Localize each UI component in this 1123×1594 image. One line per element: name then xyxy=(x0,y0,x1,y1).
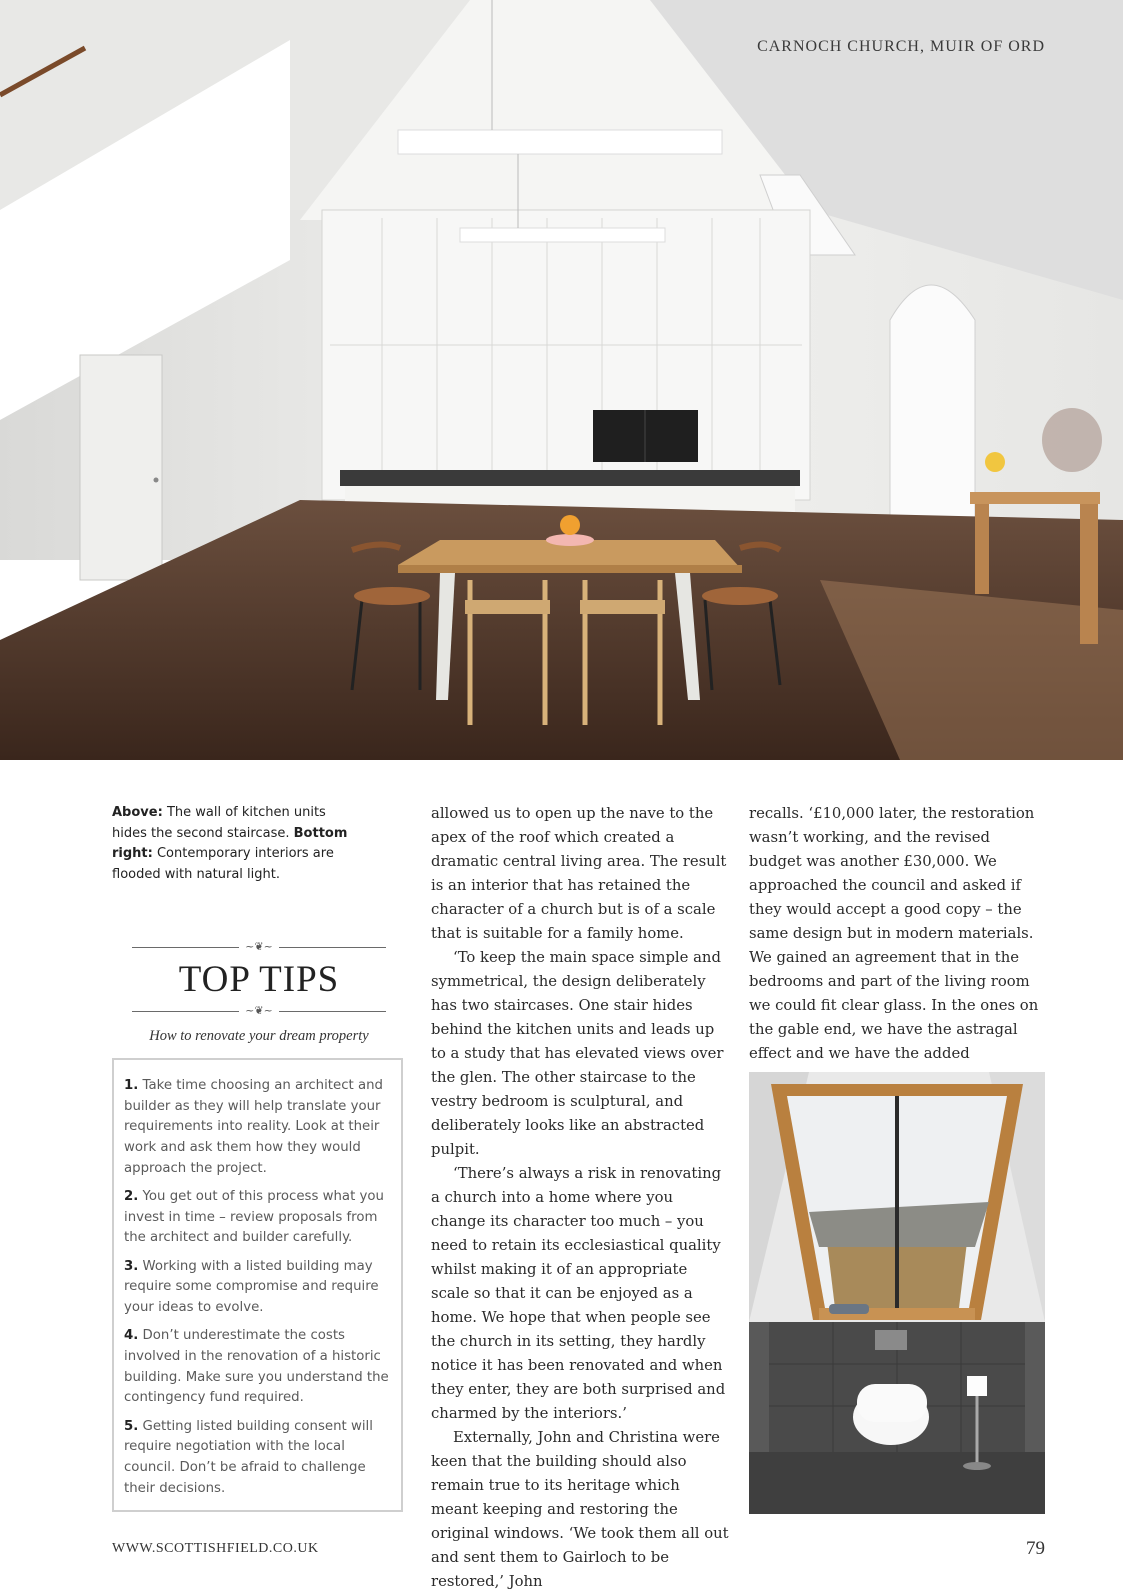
top-tips-box xyxy=(112,1058,403,1512)
caption-above-text: The wall of kitchen units hides the second staircase. xyxy=(112,805,326,841)
tip-item xyxy=(124,1326,393,1409)
article-column-middle xyxy=(431,802,729,1594)
photo-caption xyxy=(112,803,362,885)
top-tips-subtitle: How to renovate your dream property xyxy=(149,1028,369,1044)
top-tips-title: TOP TIPS xyxy=(178,959,340,1000)
article-paragraph: ‘To keep the main space simple and symmetrical, the design deliberately has two staircases. One stair hides behind the kitchen units and leads up to a study that has elevated views over the glen. The other staircase to the vestry bedroom is sculptural, and deliberately looks like an abstracted pulpit. xyxy=(431,949,724,1158)
ornament-rule-top xyxy=(132,940,386,954)
article-paragraph: Externally, John and Christina were keen that the building should also remain true to its heritage which meant keeping and restoring the original windows. ‘We took them all out and sent them to Gairloch to be restored,’ John xyxy=(431,1429,729,1590)
tip-text: Take time choosing an architect and builder as they will help translate your requirements into reality. Look at their work and ask them how they would approach the project. xyxy=(124,1078,383,1176)
tip-item xyxy=(124,1417,393,1500)
caption-above-label: Above: xyxy=(112,805,163,820)
top-tips-heading xyxy=(132,940,386,1045)
page-number: 79 xyxy=(1026,1538,1045,1559)
tip-number: 4. xyxy=(124,1328,139,1344)
article-paragraph: recalls. ‘£10,000 later, the restoration wasn’t working, and the revised budget was another £30,000. We approached the council and asked if they would accept a good copy – the same design but in modern materials. We gained an agreement that in the bedrooms and part of the living room we could fit clear glass. In the ones on the gable end, we have the astragal effect and we have the added xyxy=(749,805,1039,1062)
article-paragraph: allowed us to open up the nave to the apex of the roof which created a dramatic central living area. The result is an interior that has retained the character of a church but is of a scale that is suitable for a family home. xyxy=(431,805,727,942)
caption-bottom-text: Contemporary interiors are flooded with natural light. xyxy=(112,846,334,882)
tip-number: 3. xyxy=(124,1258,139,1274)
article-column-right xyxy=(749,802,1047,1066)
tip-text: You get out of this process what you invest in time – review proposals from the architect and builder carefully. xyxy=(124,1189,384,1246)
tip-item xyxy=(124,1076,393,1180)
tip-number: 2. xyxy=(124,1189,139,1205)
article-paragraph: ‘There’s always a risk in renovating a church into a home where you change its character too much – you need to retain its ecclesiastical quality whilst making it of an appropriate scale so that it can be enjoyed as a home. We hope that when people see the church in its setting, they hardly notice it has been renovated and when they enter, they are both surprised and charmed by the interiors.’ xyxy=(431,1165,726,1422)
tip-item xyxy=(124,1257,393,1319)
footer-website-url: WWW.SCOTTISHFIELD.CO.UK xyxy=(112,1541,319,1556)
caption-bottom-label: Bottom right: xyxy=(112,825,348,861)
ornament-icon: ~❦~ xyxy=(245,940,273,953)
header-location: CARNOCH CHURCH, MUIR OF ORD xyxy=(757,38,1045,55)
bathroom-photo xyxy=(749,1072,1045,1514)
tip-number: 1. xyxy=(124,1078,139,1093)
tip-number: 5. xyxy=(124,1418,139,1434)
ornament-rule-bottom xyxy=(132,1004,386,1018)
tip-text: Working with a listed building may require some compromise and require your ideas to evolve. xyxy=(124,1258,379,1316)
ornament-icon: ~❦~ xyxy=(245,1004,273,1017)
tip-text: Getting listed building consent will require negotiation with the local council. Don’t be afraid to challenge their decisions. xyxy=(124,1418,373,1496)
tip-text: Don’t underestimate the costs involved in the renovation of a historic building. Make sure you understand the contingency fund required. xyxy=(124,1328,389,1406)
hero-photo-kitchen xyxy=(0,0,1123,760)
tip-item xyxy=(124,1187,393,1249)
